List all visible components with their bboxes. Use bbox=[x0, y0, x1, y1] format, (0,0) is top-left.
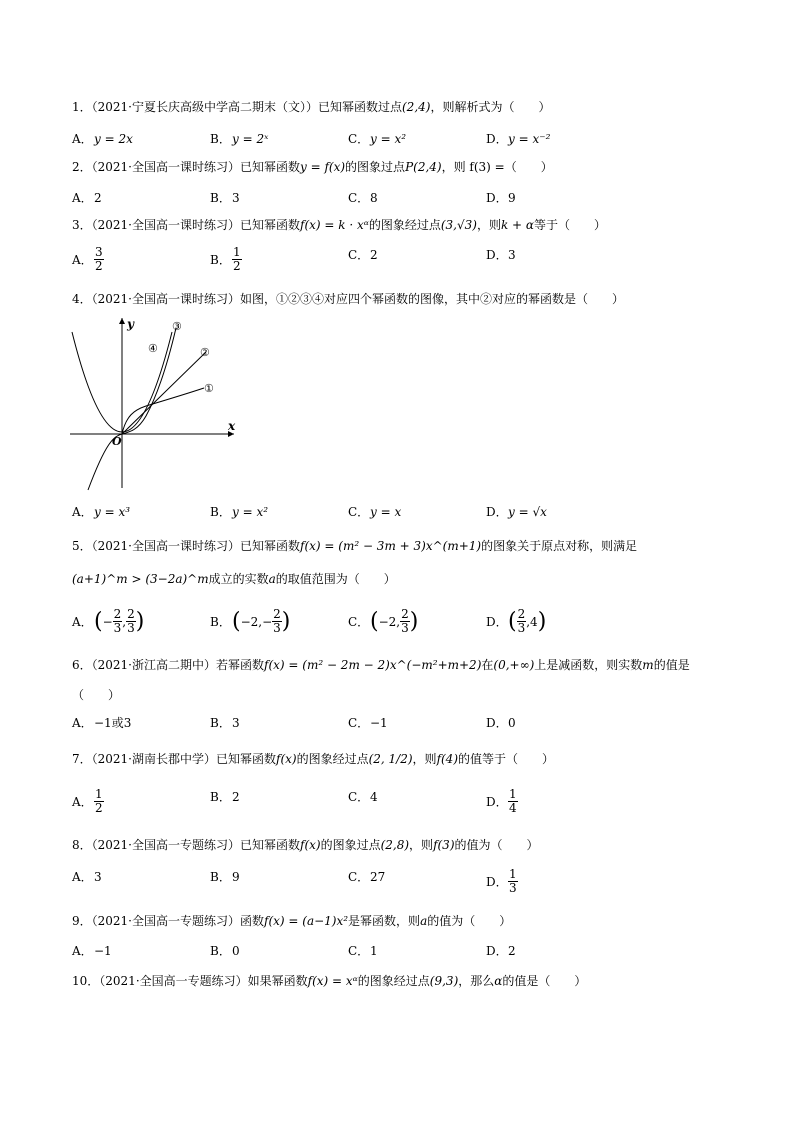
option-b[interactable]: B． ( −2,− $\frac{2}{3}$ ) bbox=[210, 607, 291, 635]
option-b[interactable]: B． $\frac{1}{2}$ bbox=[210, 245, 241, 273]
question-10: 10．（2021·全国高一专题练习）如果幂函数f(x) = xᵅ的图象经过点(9,3)，那么α的值是（ ） bbox=[72, 974, 587, 988]
option-b[interactable]: B． y = 2ˣ bbox=[210, 131, 269, 146]
option-c[interactable]: C． 4 bbox=[348, 789, 378, 804]
question-4: 4．（2021·全国高一课时练习）如图，①②③④对应四个幂函数的图像，其中②对应的幂函数是（ ） bbox=[72, 292, 624, 306]
question-2-options bbox=[72, 189, 732, 219]
label-3: ③ bbox=[172, 320, 182, 333]
option-a[interactable]: A． 2 bbox=[72, 190, 102, 205]
option-a[interactable]: A． −1或3 bbox=[72, 716, 132, 730]
question-7: 7．（2021·湖南长郡中学）已知幂函数f(x)的图象经过点(2, 1/2)，则f(4)的值等于（ ） bbox=[72, 752, 555, 766]
question-8: 8．（2021·全国高一专题练习）已知幂函数f(x)的图象过点(2,8)，则f(3)的值为（ ） bbox=[72, 838, 539, 852]
question-3: 3．（2021·全国高一课时练习）已知幂函数f(x) = k · xᵅ的图象经过点(3,√3)，则k + α等于（ ） bbox=[72, 218, 607, 232]
question-2: 2．（2021·全国高一课时练习）已知幂函数y = f(x)的图象过点P(2,4)，则 f(3) =（ ） bbox=[72, 160, 553, 174]
question-5-options bbox=[72, 608, 732, 642]
question-5-line2: (a+1)^m > (3−2a)^m成立的实数a的取值范围为（ ） bbox=[72, 572, 396, 586]
curve-3 bbox=[88, 328, 176, 490]
option-d[interactable]: D． 0 bbox=[486, 715, 516, 730]
option-d[interactable]: D． 2 bbox=[486, 943, 516, 958]
curve-1 bbox=[122, 388, 204, 434]
option-a[interactable]: A． −1 bbox=[72, 943, 112, 958]
option-d[interactable]: D． $\frac{1}{4}$ bbox=[486, 787, 517, 815]
question-1-options bbox=[72, 130, 732, 160]
power-function-graph bbox=[66, 312, 256, 492]
option-c[interactable]: C． y = x² bbox=[348, 131, 407, 146]
option-a[interactable]: A． $\frac{3}{2}$ bbox=[72, 245, 103, 273]
option-c[interactable]: C． −1 bbox=[348, 715, 388, 730]
option-c[interactable]: C． 8 bbox=[348, 190, 378, 205]
question-9-options bbox=[72, 942, 732, 972]
fraction: $\frac{3}{2}$ bbox=[95, 245, 103, 273]
y-axis-label: y bbox=[127, 317, 134, 331]
x-axis-label: x bbox=[228, 419, 236, 433]
option-b[interactable]: B． 0 bbox=[210, 943, 240, 958]
option-d[interactable]: D． $\frac{1}{3}$ bbox=[486, 867, 517, 895]
option-b[interactable]: B． 3 bbox=[210, 190, 240, 205]
label-1: ① bbox=[204, 382, 214, 395]
option-a[interactable]: A． y = 2x bbox=[72, 131, 133, 146]
graph-svg bbox=[66, 312, 256, 492]
option-d[interactable]: D． 9 bbox=[486, 190, 516, 205]
option-b[interactable]: B． 2 bbox=[210, 789, 240, 804]
option-b[interactable]: B． 9 bbox=[210, 869, 240, 884]
option-d[interactable]: D． ( $\frac{2}{3}$ ,4 ) bbox=[486, 607, 547, 635]
option-c[interactable]: C． 1 bbox=[348, 943, 378, 958]
option-c[interactable]: C． ( −2, $\frac{2}{3}$ ) bbox=[348, 607, 419, 635]
curve-2 bbox=[122, 352, 206, 434]
option-c[interactable]: C． 27 bbox=[348, 869, 386, 884]
option-b[interactable]: B． y = x² bbox=[210, 504, 269, 519]
question-7-options bbox=[72, 788, 732, 822]
option-d[interactable]: D． 3 bbox=[486, 247, 516, 262]
question-9: 9．（2021·全国高一专题练习）函数f(x) = (a−1)x²是幂函数，则a的值为（ ） bbox=[72, 914, 512, 928]
option-a[interactable]: A． $\frac{1}{2}$ bbox=[72, 787, 103, 815]
option-a[interactable]: A． ( − $\frac{2}{3}$ , $\frac{2}{3}$ ) bbox=[72, 607, 145, 635]
option-b[interactable]: B． 3 bbox=[210, 715, 240, 730]
question-3-options bbox=[72, 246, 732, 276]
question-5: 5．（2021·全国高一课时练习）已知幂函数f(x) = (m² − 3m + 3)x^(m+1)的图象关于原点对称，则满足 bbox=[72, 539, 638, 553]
option-d[interactable]: D． y = √x bbox=[486, 504, 547, 519]
question-1: 1．（2021·宁夏长庆高级中学高二期末（文））已知幂函数过点(2,4)，则解析式为（ ） bbox=[72, 100, 551, 114]
option-a[interactable]: A． 3 bbox=[72, 869, 102, 884]
origin-label: O bbox=[112, 435, 122, 448]
option-c[interactable]: C． 2 bbox=[348, 247, 378, 262]
question-8-options bbox=[72, 868, 732, 902]
option-d[interactable]: D． y = x⁻² bbox=[486, 131, 551, 146]
question-4-options bbox=[72, 503, 732, 533]
option-a[interactable]: A． y = x³ bbox=[72, 504, 131, 519]
fraction: $\frac{1}{2}$ bbox=[233, 245, 241, 273]
question-6-line2: （ ） bbox=[72, 688, 121, 702]
question-6-options bbox=[72, 714, 732, 744]
label-4: ④ bbox=[148, 342, 158, 355]
question-6: 6．（2021·浙江高二期中）若幂函数f(x) = (m² − 2m − 2)x^(−m²+m+2)在(0,+∞)上是减函数，则实数m的值是 bbox=[72, 658, 690, 672]
label-2: ② bbox=[200, 346, 210, 359]
option-c[interactable]: C． y = x bbox=[348, 504, 402, 519]
